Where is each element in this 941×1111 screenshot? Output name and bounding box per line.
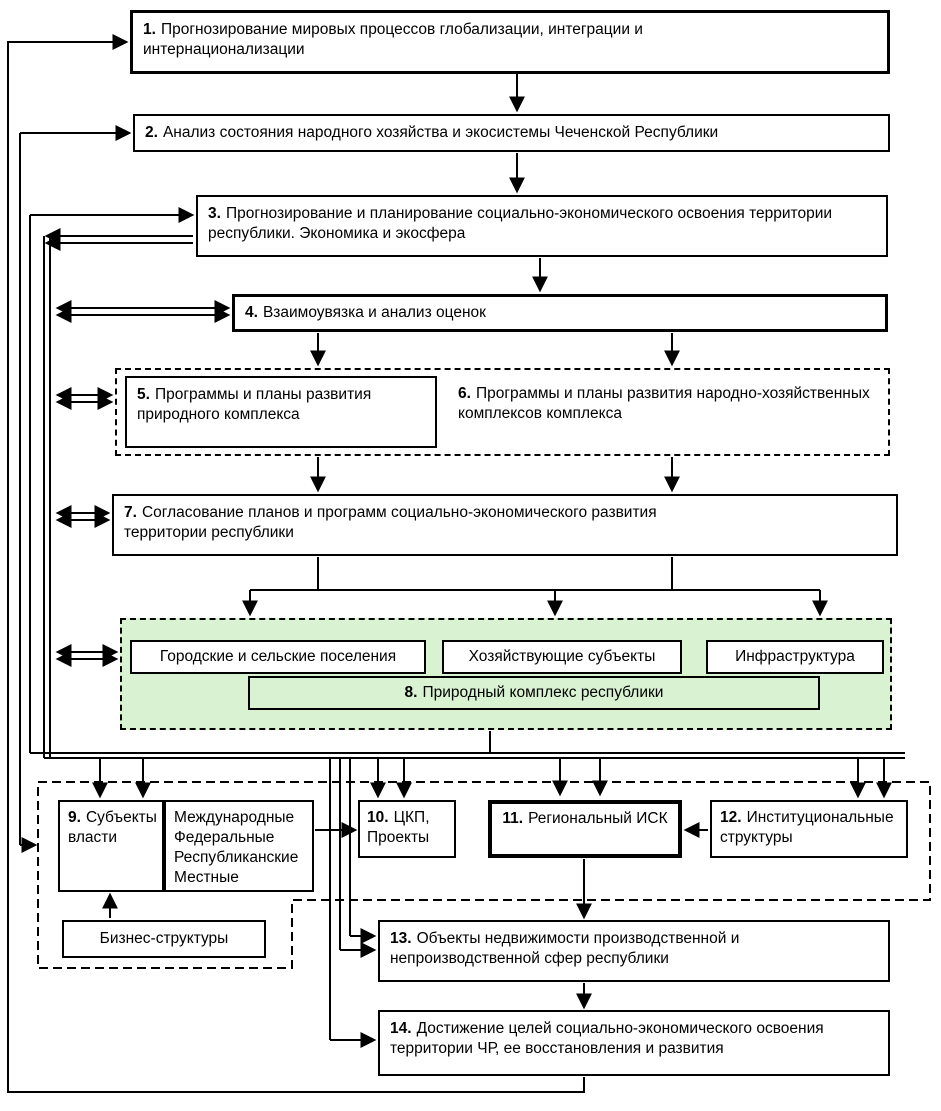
box-7-number: 7. (124, 504, 137, 521)
box-4-estimates-analysis (232, 294, 888, 332)
box-10-number: 10. (367, 809, 389, 826)
box-8-business-entities-text: Хозяйствующие субъекты (468, 648, 656, 666)
box-9-text: Субъекты власти (68, 809, 157, 846)
box-5-text: Программы и планы развития природного комплекса (137, 386, 372, 423)
box-10-target-programs (358, 800, 456, 858)
authority-level-international: Международные (174, 809, 295, 826)
box-8-infrastructure (706, 640, 884, 674)
box-11-regional-isk (488, 800, 682, 858)
box-13-real-estate-objects (378, 920, 890, 982)
box-12-institutional-structures (710, 800, 908, 858)
box-8-settlements-text: Городские и сельские поселения (159, 648, 397, 666)
box-2-text: Анализ состояния народного хозяйства и экосистемы Чеченской Республики (162, 124, 719, 142)
box-2-number: 2. (145, 124, 158, 142)
box-12-text: Институциональные структуры (720, 809, 894, 846)
box-3-territory-planning (196, 195, 888, 257)
box-5-natural-complex-plans (125, 376, 437, 448)
box-5-number: 5. (137, 386, 150, 403)
box-8-infrastructure-text: Инфраструктура (735, 648, 855, 666)
authority-level-republican: Республиканские (174, 849, 299, 867)
box-1-global-forecasting (130, 10, 890, 74)
box-3-number: 3. (208, 205, 221, 222)
box-8-number: 8. (404, 684, 418, 702)
box-6-economic-complex-plans (448, 377, 882, 447)
box-10-text: ЦКП, Проекты (367, 809, 430, 846)
box-13-text: Объекты недвижимости производственной и непроизводственной сфер республики (390, 930, 740, 967)
authority-level-federal: Федеральные (174, 829, 275, 847)
box-14-number: 14. (390, 1020, 412, 1037)
box-14-goals-achievement (378, 1010, 890, 1076)
box-6-number: 6. (458, 385, 471, 402)
box-7-text: Согласование планов и программ социально-экономического развития территории республики (124, 504, 657, 541)
box-12-number: 12. (720, 809, 742, 826)
box-2-economy-analysis (133, 114, 890, 152)
box-9-number: 9. (68, 809, 81, 826)
box-1-text: Прогнозирование мировых процессов глобализации, интеграции и интернационализации (143, 21, 643, 58)
box-9-authority-levels (164, 800, 314, 892)
box-13-number: 13. (390, 930, 412, 947)
box-9-authorities (58, 800, 164, 892)
box-8-business-entities (442, 640, 682, 674)
box-8-text: Природный комплекс республики (422, 684, 664, 702)
box-11-number: 11. (502, 810, 524, 827)
box-1-number: 1. (143, 21, 156, 38)
green-group-8-natural-complex (120, 618, 892, 730)
box-4-number: 4. (245, 304, 258, 322)
box-7-plans-coordination (112, 494, 898, 556)
business-structures-text: Бизнес-структуры (99, 930, 229, 948)
box-11-text: Региональный ИСК (528, 810, 668, 827)
box-business-structures (62, 920, 266, 958)
box-6-text: Программы и планы развития народно-хозяйственных комплексов комплекса (458, 385, 870, 422)
box-8-settlements (130, 640, 426, 674)
box-3-text: Прогнозирование и планирование социально-экономического освоения территории республики. Экономика и экосфера (208, 205, 833, 242)
box-4-text: Взаимоувязка и анализ оценок (262, 304, 486, 322)
box-8-natural-complex (248, 676, 820, 710)
box-14-text: Достижение целей социально-экономического освоения территории ЧР, ее восстановления и развития (390, 1020, 824, 1057)
authority-level-local: Местные (174, 869, 239, 887)
